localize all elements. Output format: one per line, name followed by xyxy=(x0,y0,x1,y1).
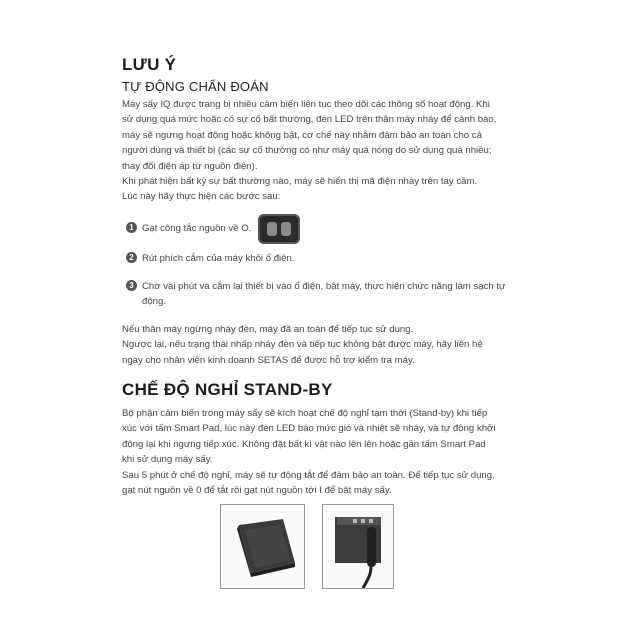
text-line: khi sử dụng máy sấy. xyxy=(122,454,213,466)
dryer-on-pad-photo xyxy=(322,504,394,589)
step-text: Chờ vài phút và cắm lại thiết bị vào ổ điện, bật máy, thực hiện chức năng làm sạch tự động. xyxy=(142,281,506,308)
text-line: Sau 5 phút ở chế độ nghỉ, máy sẽ tự động tắt để đảm bảo an toàn. Để tiếp tục sử dụng, xyxy=(122,469,495,481)
diagnosis-paragraph xyxy=(122,97,506,205)
text-line: gạt nút nguồn về 0 để tắt rồi gạt nút nguồn tới I để bật máy sấy. xyxy=(122,485,392,497)
step-number-badge: 2 xyxy=(126,252,137,263)
step-number-badge: 1 xyxy=(126,222,137,233)
smart-pad-illustration xyxy=(221,505,304,588)
power-switch-icon xyxy=(258,214,300,244)
auto-diagnosis-subtitle: TỰ ĐỘNG CHẨN ĐOÁN xyxy=(122,79,269,94)
text-line: người dùng và thiết bị (các sự cố thường có như máy quá nóng do sử dụng quá nhiều; xyxy=(122,145,492,157)
text-line: xúc với tấm Smart Pad, lúc này đèn LED báo mức gió và nhiệt sẽ nháy, và tự động khởi xyxy=(122,423,496,435)
text-line: Khi phát hiện bất kỳ sự bất thường nào, máy sẽ hiển thị mã điện nháy trên tay cầm. xyxy=(122,176,478,188)
text-line: Máy sấy IQ được trang bị nhiều cảm biến liên tục theo dõi các thông số hoạt động. Khi xyxy=(122,99,490,110)
notice-title: LƯU Ý xyxy=(122,55,177,74)
standby-paragraph xyxy=(122,406,506,498)
step-text: Rút phích cắm của máy khỏi ổ điện. xyxy=(142,253,295,264)
dryer-illustration xyxy=(323,505,393,588)
standby-title: CHẾ ĐỘ NGHỈ STAND-BY xyxy=(122,380,333,399)
switch-button-right xyxy=(281,222,291,236)
text-line: Bộ phận cảm biến trong máy sấy sẽ kích hoạt chế độ nghỉ tạm thời (Stand-by) khi tiếp xyxy=(122,408,488,419)
text-line: Nếu thân máy ngừng nháy đèn, máy đã an toàn để tiếp tục sử dụng. xyxy=(122,324,414,335)
text-line: thay đổi điện áp từ nguồn điện). xyxy=(122,160,258,172)
text-line: Ngược lại, nếu trạng thái nhấp nháy đèn và tiếp tục không bật được máy, hãy liên hệ xyxy=(122,339,483,351)
switch-button-left xyxy=(267,222,277,236)
smart-pad-photo xyxy=(220,504,305,589)
text-line: động lại khi ngưng tiếp xúc. Không đặt bất kì vật nào lên lên hoặc gần tấm Smart Pad xyxy=(122,438,486,450)
text-line: Lúc này hãy thực hiện các bước sau: xyxy=(122,191,281,203)
text-line: ngay cho nhân viên kinh doanh SETAS để được hỗ trợ kiểm tra máy. xyxy=(122,354,415,366)
step-number-badge: 3 xyxy=(126,280,137,291)
step-text: Gạt công tắc nguồn về O. xyxy=(142,223,252,234)
after-steps-paragraph xyxy=(122,322,506,368)
text-line: máy sẽ ngưng hoạt động hoặc không bật, cơ chế này nhằm đảm bảo an toàn cho cả xyxy=(122,129,482,141)
text-line: sử dụng quá mức hoặc có sự cố bất thường, đèn LED trên thân máy nháy để cảnh báo, xyxy=(122,114,497,126)
